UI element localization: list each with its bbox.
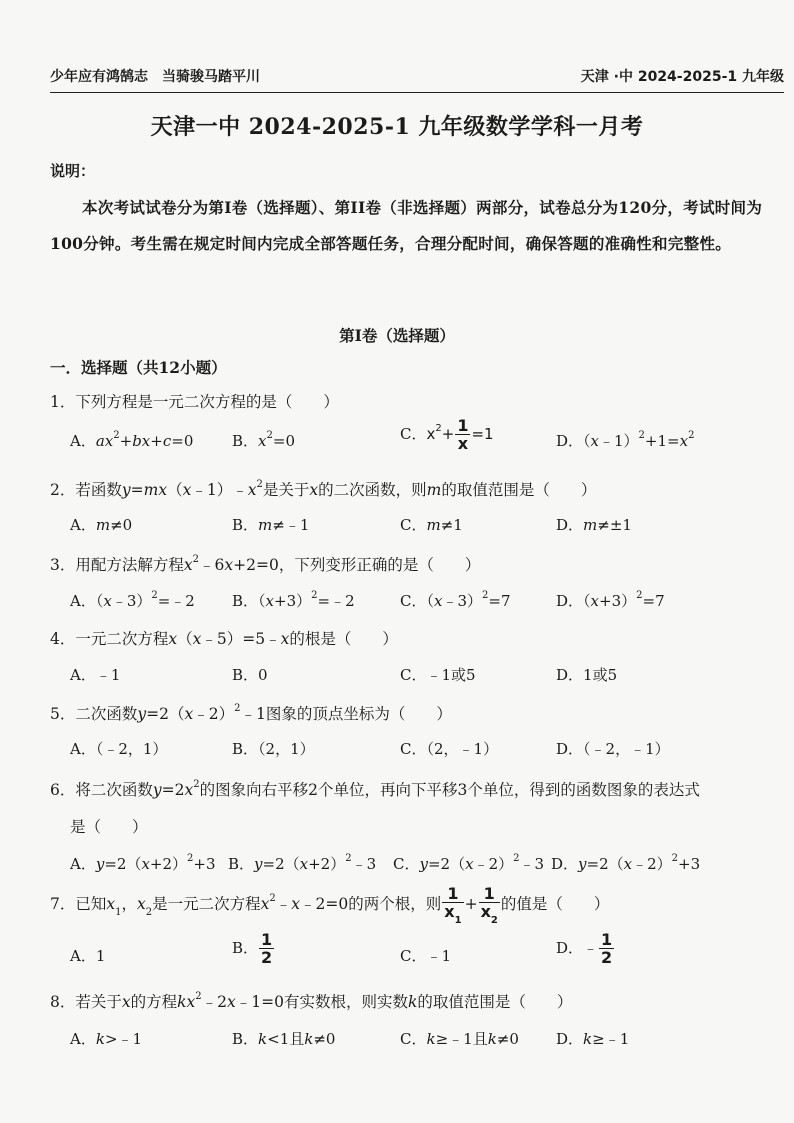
header-motto: 少年应有鸿鹄志 当骑骏马踏平川 xyxy=(50,69,260,85)
question-4-option-c[interactable]: C．﹣1或5 xyxy=(400,666,476,684)
question-8-stem: 8．若关于x的方程$kx^2﹣2x﹣1=0$有实数根，则实数k的取值范围是（ ） xyxy=(50,990,573,1011)
fraction-1-over-x1: $\frac{1}{x_1}$ xyxy=(444,884,462,927)
question-4-option-a[interactable]: A．﹣1 xyxy=(70,666,121,684)
question-7-stem: 7．已知$x_1$，$x_2$是一元二次方程$x^2﹣x﹣2=0$的两个根，则 $\frac{1}{x_1}$ + $\frac{1}{x_2}$ 的值是（ ） xyxy=(50,884,610,927)
section-title: 第I卷（选择题） xyxy=(339,326,455,345)
question-8-option-b[interactable]: B．k<1且k≠0 xyxy=(232,1030,336,1048)
question-5-stem: 5．二次函数y=2（x﹣2）$^2$﹣1图象的顶点坐标为（ ） xyxy=(50,702,452,723)
question-5-option-c[interactable]: C．（2，﹣1） xyxy=(400,740,499,758)
part-title: 一．选择题（共12小题） xyxy=(50,358,227,377)
page-header xyxy=(50,66,784,90)
question-5-option-a[interactable]: A．（﹣2，1） xyxy=(70,740,168,758)
question-4-stem: 4．一元二次方程x（x﹣5）=5﹣x的根是（ ） xyxy=(50,630,398,648)
fraction-1-over-x2: $\frac{1}{x_2}$ xyxy=(480,884,498,927)
header-school: 天津 ·中 2024-2025-1 九年级 xyxy=(580,69,784,85)
question-4-option-b[interactable]: B．0 xyxy=(232,666,268,684)
question-6-option-d[interactable]: D．y=2（x﹣2）$^2$+3 xyxy=(551,853,701,873)
header-divider xyxy=(50,92,784,93)
question-5-option-d[interactable]: D．（﹣2，﹣1） xyxy=(556,740,670,758)
question-2-option-c[interactable]: C．m≠1 xyxy=(400,516,463,534)
question-1-option-c-label: C．$x^2+$ $\frac{1}{x}$ =1 xyxy=(400,416,494,453)
question-1-stem: 1．下列方程是一元二次方程的是（ ） xyxy=(50,393,339,411)
question-1-option-b-label: B．$x^2=0$ xyxy=(232,430,295,450)
question-7-option-c[interactable]: C．﹣1 xyxy=(400,947,452,965)
question-2-option-b[interactable]: B．m≠﹣1 xyxy=(232,516,310,534)
question-2-option-a[interactable]: A．m≠0 xyxy=(70,516,133,534)
question-4-option-d[interactable]: D．1或5 xyxy=(556,666,618,684)
question-3-stem: 3．用配方法解方程$x^2﹣6x+2=0$，下列变形正确的是（ ） xyxy=(50,553,481,574)
question-1-option-d-label: D．$(x﹣1)^2+1=x^2$ xyxy=(556,430,695,450)
question-6-option-b[interactable]: B．$y=2(x+2)^2﹣3$ xyxy=(228,853,377,873)
question-3-option-c[interactable]: C．（x﹣3）$^2$=7 xyxy=(400,590,511,610)
exam-instructions: 本次考试试卷分为第I卷（选择题）、第II卷（非选择题）两部分，试卷总分为120分，考试时间为100分钟。考生需在规定时间内完成全部答题任务，合理分配时间，确保答题的准确性和完整性。 xyxy=(50,198,763,253)
question-8-option-a[interactable]: A．k>﹣1 xyxy=(70,1030,143,1048)
question-1-option-d[interactable] xyxy=(556,430,694,451)
question-6-stem-continued: 是（ ） xyxy=(70,818,148,836)
fraction-one-half: $\frac{1}{2}$ xyxy=(261,930,273,967)
question-5-option-b[interactable]: B．（2，1） xyxy=(232,740,315,758)
question-7-option-d[interactable]: D．﹣ $\frac{1}{2}$ xyxy=(556,930,613,967)
fraction: $\frac{1}{x}$ xyxy=(457,416,469,453)
question-6-option-a[interactable]: A．$y=2(x+2)^2+3$ xyxy=(70,853,216,873)
question-8-option-c[interactable]: C．k≥﹣1且k≠0 xyxy=(400,1030,519,1048)
question-1-option-a-label: A．$ax^2+bx+c=0$ xyxy=(70,430,194,450)
question-1-option-b[interactable] xyxy=(232,430,295,451)
question-8-option-d[interactable]: D．k≥﹣1 xyxy=(556,1030,630,1048)
exam-title: 天津一中 2024-2025-1 九年级数学学科一月考 xyxy=(150,114,644,140)
note-label: 说明： xyxy=(50,162,96,180)
question-6-option-c[interactable]: C．y=2（x﹣2）$^2$﹣3 xyxy=(393,853,545,873)
question-1-option-c[interactable] xyxy=(400,418,494,452)
question-7-option-a[interactable]: A．1 xyxy=(70,947,106,965)
question-3-option-a[interactable]: A．（x﹣3）$^2$=﹣2 xyxy=(70,590,195,610)
question-7-option-b[interactable]: B． $\frac{1}{2}$ xyxy=(232,930,273,967)
question-3-option-b[interactable]: B．$(x+3)^2=﹣2$ xyxy=(232,590,355,610)
question-2-stem: 2．若函数$y=mx(x﹣1)﹣x^2$是关于x的二次函数，则m的取值范围是（ ） xyxy=(50,478,597,499)
question-6-stem: 6．将二次函数$y=2x^2$的图象向右平移2个单位，再向下平移3个单位，得到的函数图象的表达式 xyxy=(50,778,700,799)
fraction-one-half: $\frac{1}{2}$ xyxy=(601,930,613,967)
question-1-option-a[interactable] xyxy=(70,430,193,451)
question-2-option-d[interactable]: D．m≠±1 xyxy=(556,516,632,534)
question-3-option-d[interactable]: D．$(x+3)^2=7$ xyxy=(556,590,665,610)
